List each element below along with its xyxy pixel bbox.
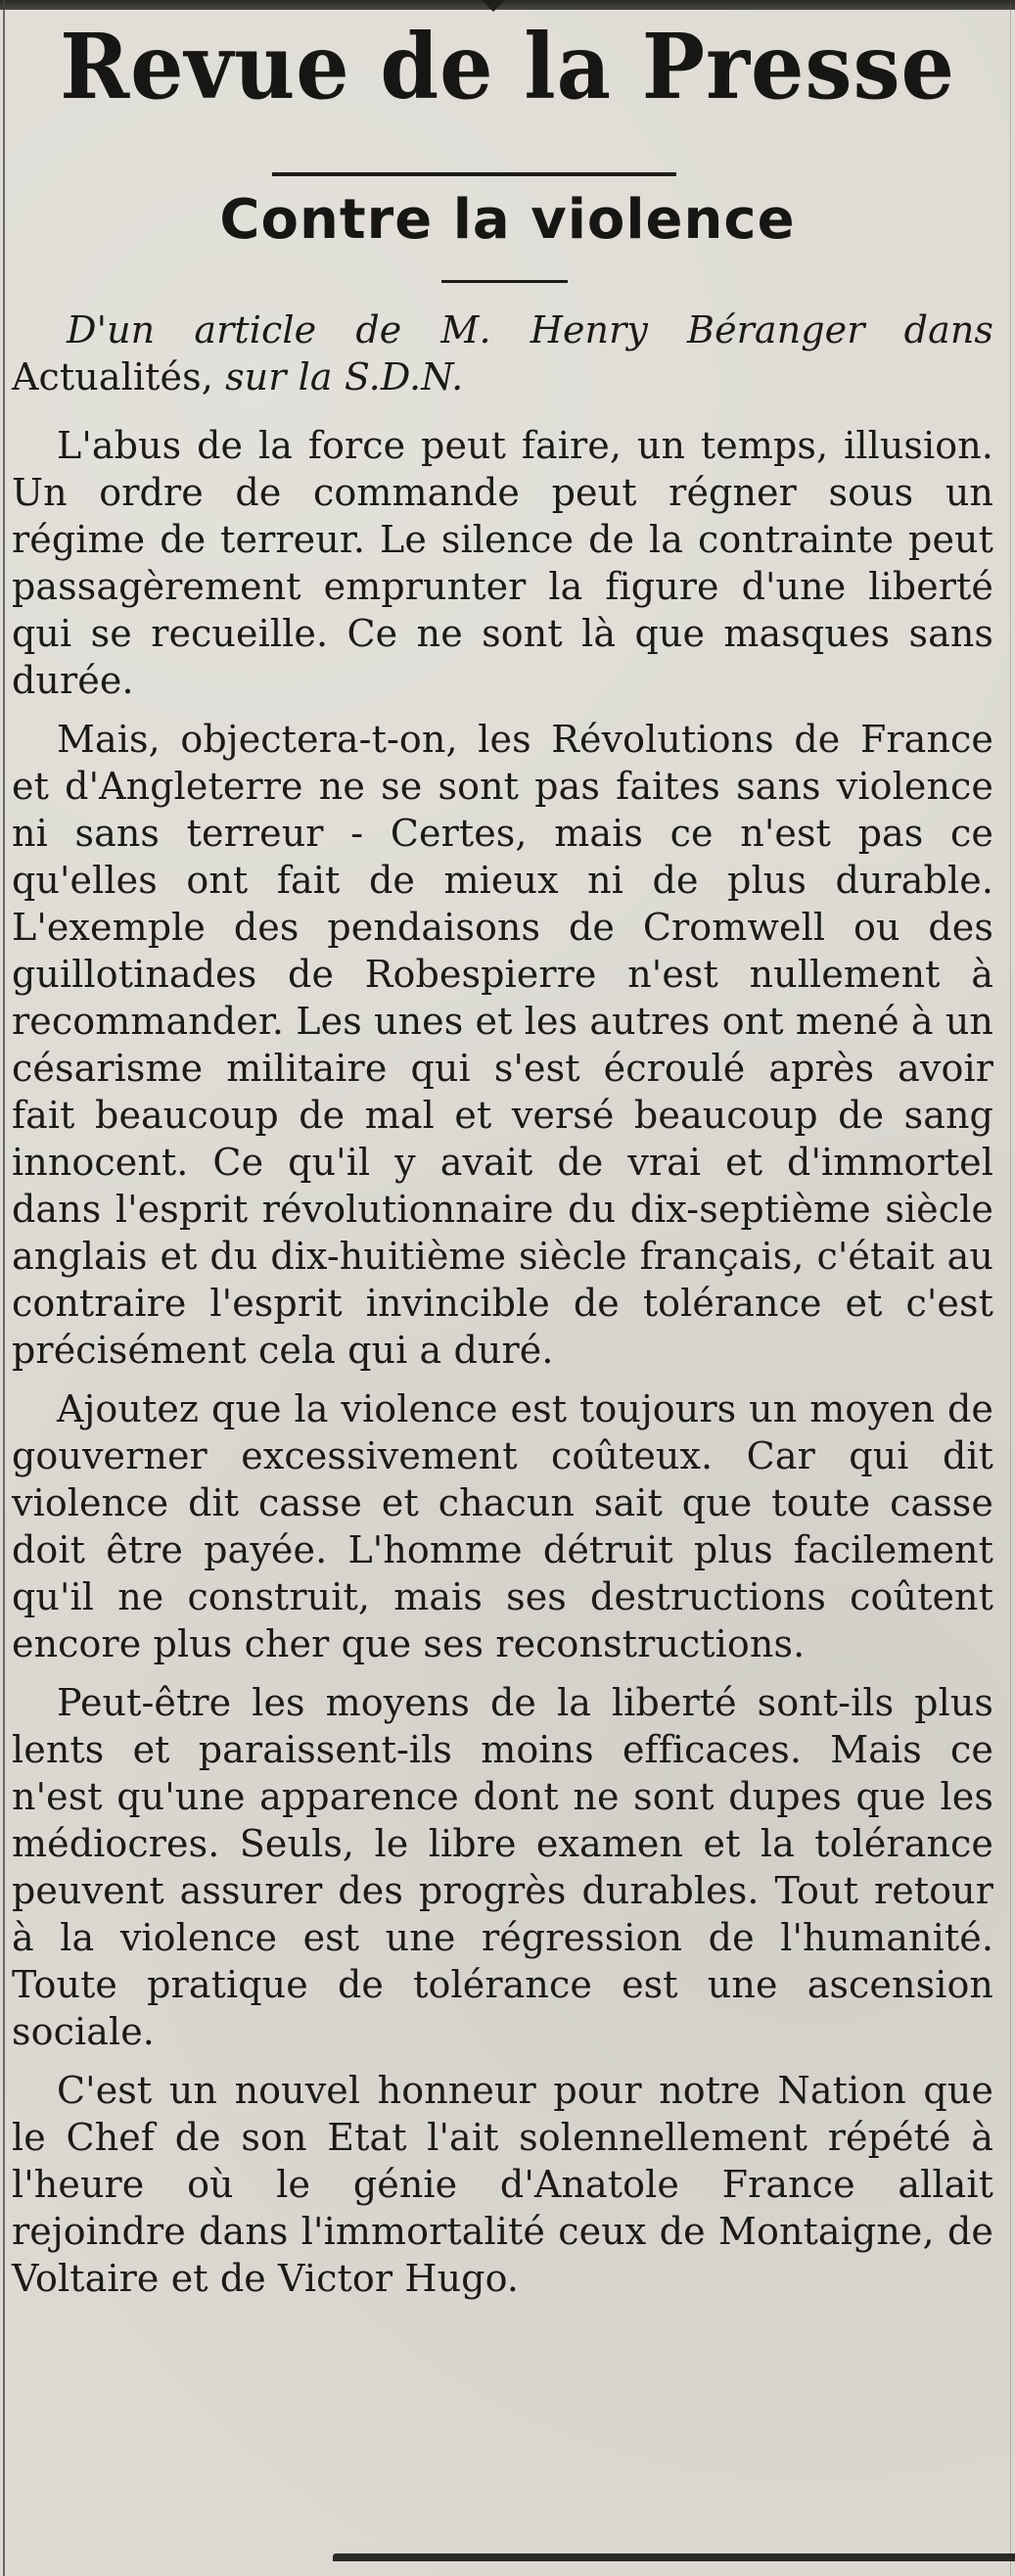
top-border-rule — [0, 0, 1015, 10]
article-intro — [12, 306, 993, 400]
title-divider — [441, 280, 568, 283]
article-paragraph: Mais, objectera-t-on, les Révolutions de France et d'Angleterre ne se sont pas faites sans violence ni sans terreur - Certes, mais ce n'est pas ce qu'elles ont fait de mieux ni de plus durable. L'exemple des pendaisons de Cromwell ou des guillotinades de Robespierre n'est nullement à recommander. Les unes et les autres ont mené à un césarisme militaire qui s'est écroulé après avoir fait beaucoup de mal et versé beaucoup de sang innocent. Ce qu'il y avait de vrai et d'immortel dans l'esprit révolutionnaire du dix-septième siècle anglais et du dix-huitième siècle français, c'était au contraire l'esprit invincible de tolérance et c'est précisément cela qui a duré. — [12, 718, 993, 1372]
article-paragraph: L'abus de la force peut faire, un temps, illusion. Un ordre de commande peut régner sous un régime de terreur. Le silence de la contrainte peut passagèrement emprunter la figure d'une liberté qui se recueille. Ce ne sont là que masques sans durée. — [12, 424, 993, 702]
masthead: Revue de la Presse — [60, 14, 955, 119]
intro-subject: sur la S.D.N. — [225, 355, 464, 398]
right-column-rule — [1010, 0, 1011, 2576]
article-paragraph: C'est un nouvel honneur pour notre Nation que le Chef de son Etat l'ait solennellement répété à l'heure où le génie d'Anatole France allait rejoindre dans l'immortalité ceux de Montaigne, de Voltaire et de Victor Hugo. — [12, 2069, 993, 2300]
article-title: Contre la violence — [219, 188, 796, 252]
article-paragraph: Ajoutez que la violence est toujours un moyen de gouverner excessivement coûteux. Car qui dit violence dit casse et chacun sait que toute casse doit être payée. L'homme détruit plus facilement qu'il ne construit, mais ses destructions coûtent encore plus cher que ses reconstructions. — [12, 1387, 993, 1665]
masthead-divider — [272, 172, 676, 176]
left-column-rule — [3, 0, 5, 2576]
top-border-notch — [482, 0, 505, 12]
article-paragraph: Peut-être les moyens de la liberté sont-ils plus lents et paraissent-ils moins efficaces. Mais ce n'est qu'une apparence dont ne sont dupes que les médiocres. Seuls, le libre examen et la tolérance peuvent assurer des progrès durables. Tout retour à la violence est une régression de l'humanité. Toute pratique de tolérance est une ascension sociale. — [12, 1681, 993, 2053]
article-body — [12, 306, 993, 2302]
intro-attribution: D'un article de M. Henry Béranger dans — [67, 308, 993, 351]
intro-publication: Actualités, — [12, 355, 213, 398]
bottom-border-rule — [333, 2553, 1015, 2561]
